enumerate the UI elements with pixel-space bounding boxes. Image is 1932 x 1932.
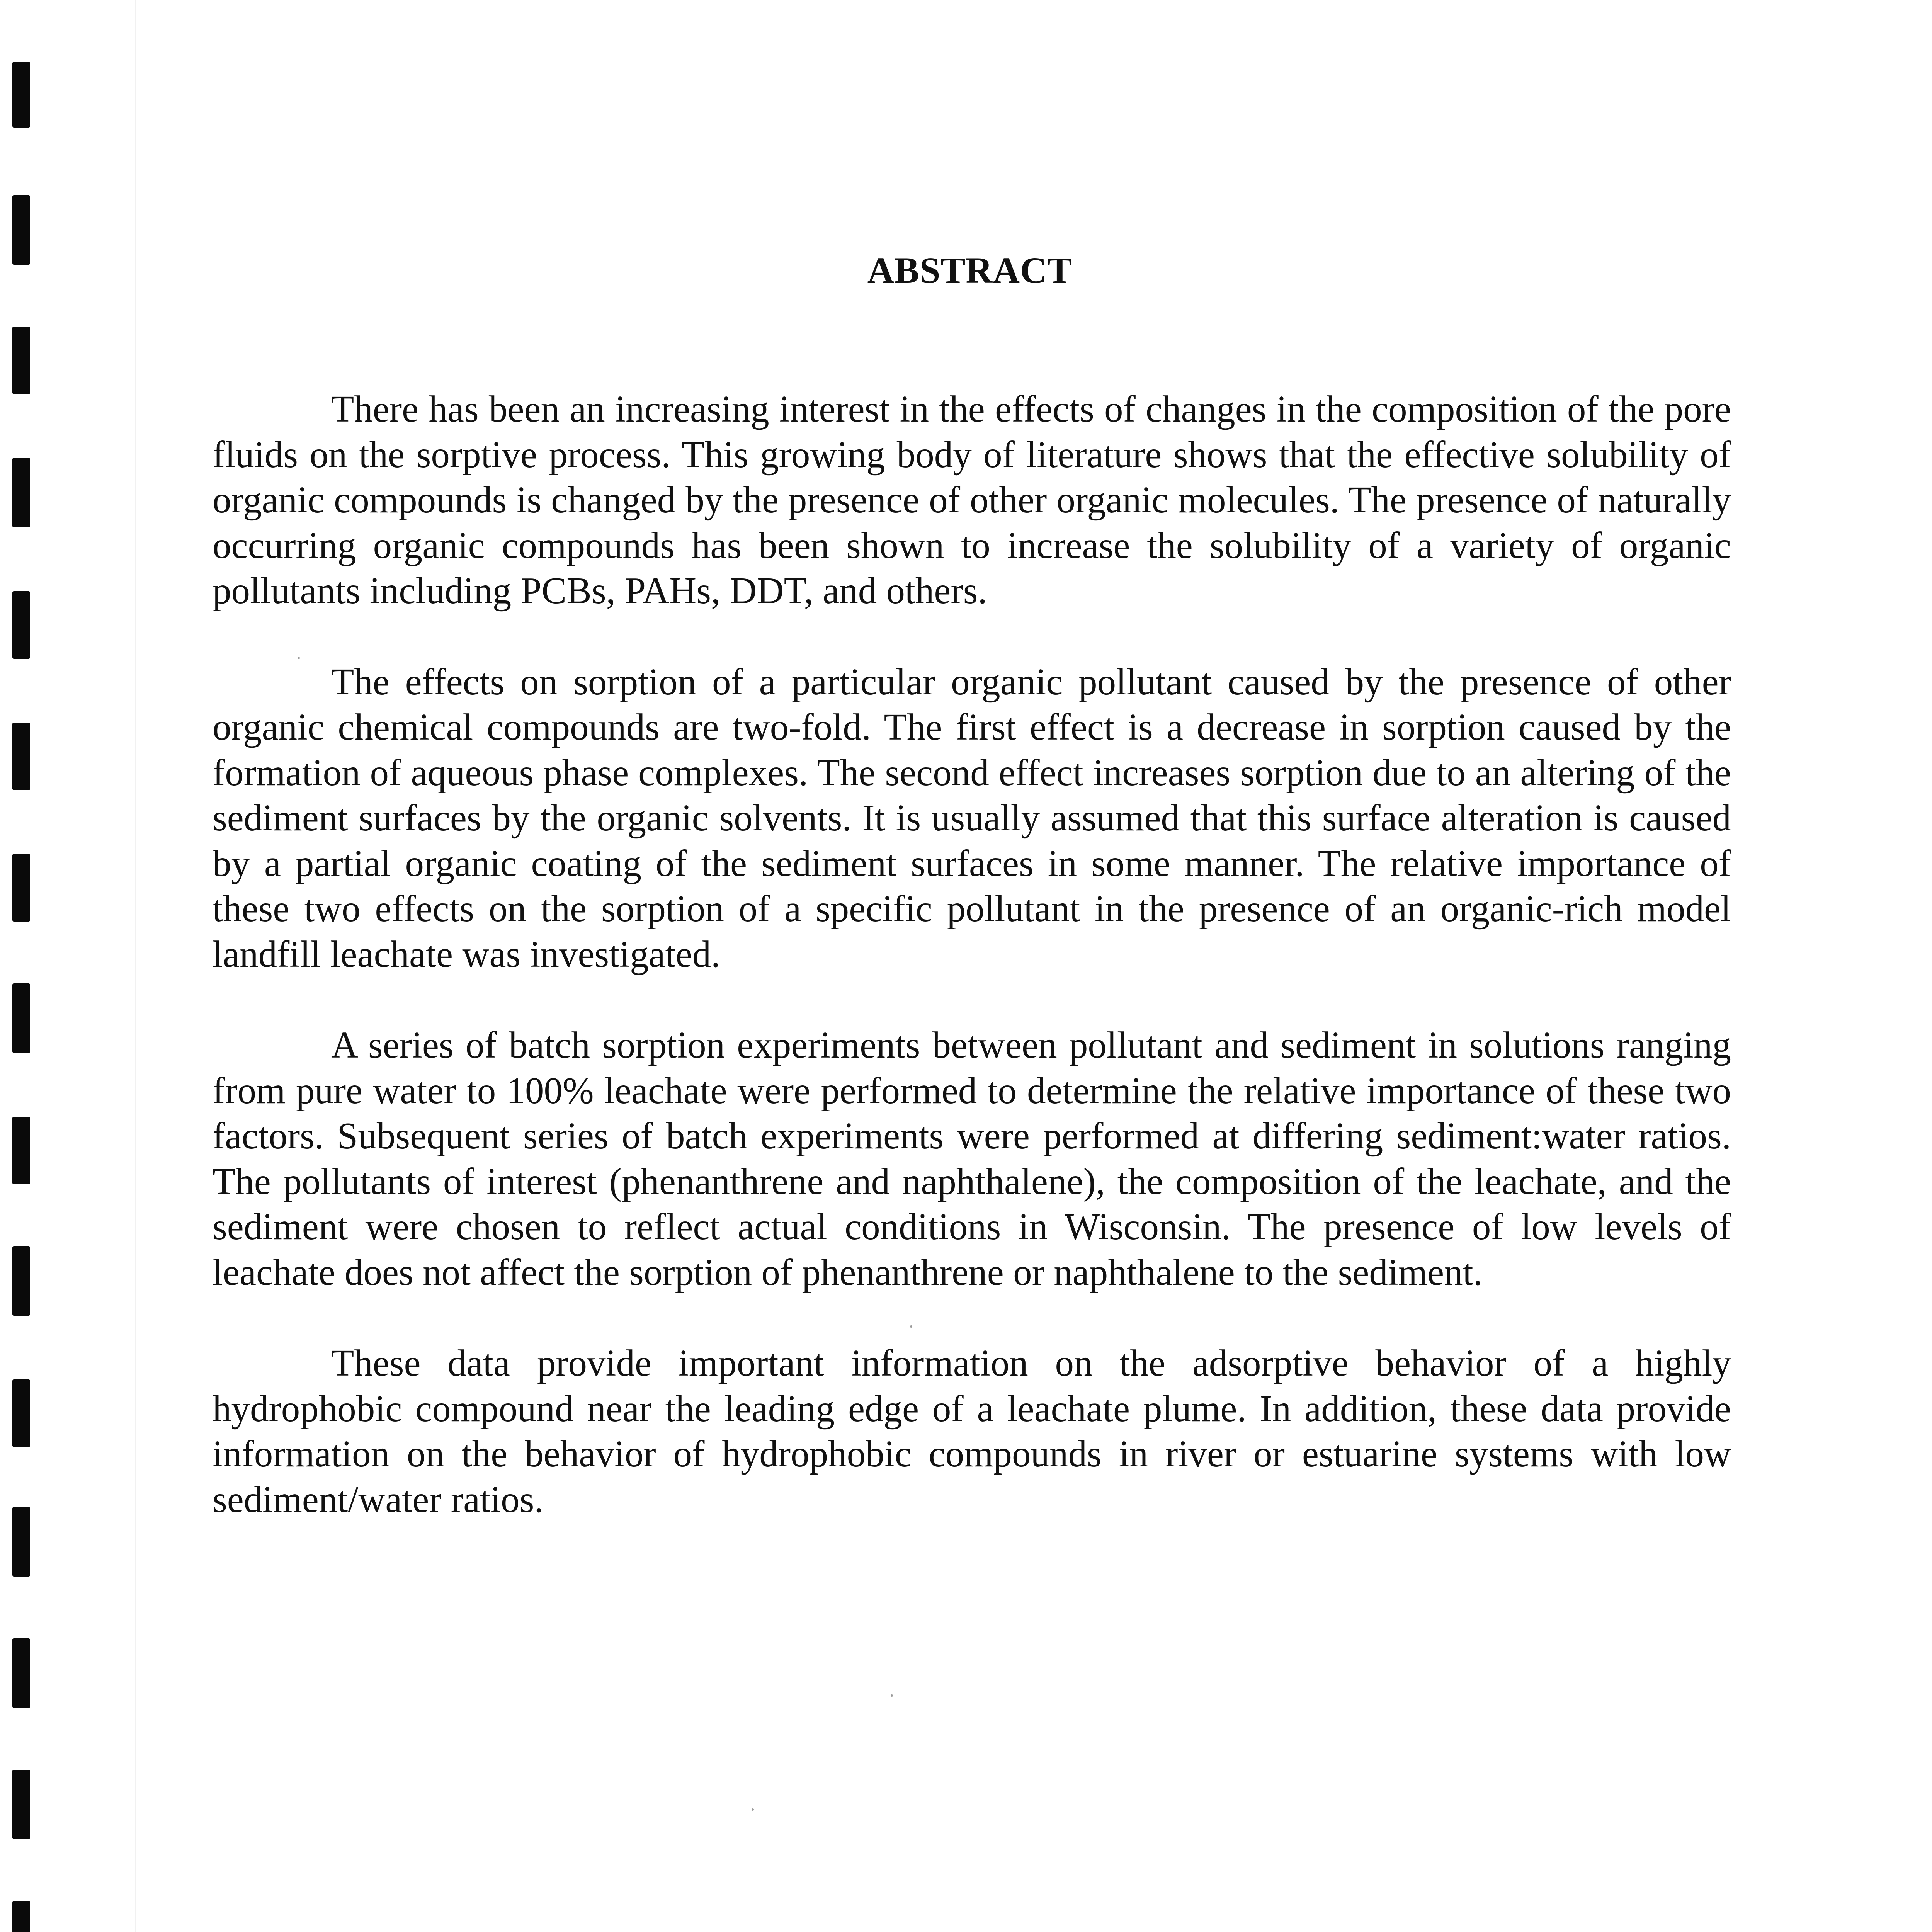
binding-hole (12, 1246, 30, 1316)
scan-speck (298, 657, 300, 659)
binding-hole (12, 1638, 30, 1708)
abstract-paragraph: These data provide important information on the adsorptive behavior of a highly hydrophobic compound near the leading edge of a leachate plume. In addition, these data provide information on the behavior of hydrophobic compounds in river or estuarine systems with low sediment/water ratios. (213, 1342, 1731, 1520)
abstract-paragraph: The effects on sorption of a particular organic pollutant caused by the presence of other organic chemical compounds are two-fold. The first effect is a decrease in sorption caused by the formation of aqueous phase complexes. The second effect increases sorption due to an altering of the sediment surfaces by the organic solvents. It is usually assumed that this surface alteration is caused by a partial organic coating of the sediment surfaces in some manner. The relative importance of these two effects on the sorption of a specific pollutant in the presence of an organic-rich model landfill leachate was investigated. (213, 661, 1731, 975)
binding-hole (12, 1901, 30, 1932)
scan-speck (891, 1694, 893, 1697)
scan-speck (752, 1808, 754, 1811)
binding-hole (12, 327, 30, 394)
binding-hole (12, 1379, 30, 1447)
binding-hole (12, 458, 30, 527)
binding-hole (12, 854, 30, 922)
abstract-body (213, 386, 1731, 1568)
abstract-paragraph: A series of batch sorption experiments between pollutant and sediment in solutions ranging from pure water to 100% leachate were performed to determine the relative importance of these two factors. Subsequent series of batch experiments were performed at differing sediment:water ratios. The pollutants of interest (phenanthrene and naphthalene), the composition of the leachate, and the sediment were chosen to reflect actual conditions in Wisconsin. The presence of low levels of leachate does not affect the sorption of phenanthrene or naphthalene to the sediment. (213, 1024, 1731, 1293)
binding-hole (12, 1770, 30, 1839)
abstract-paragraph: There has been an increasing interest in the effects of changes in the composition of the pore fluids on the sorptive process. This growing body of literature shows that the effective solubility of organic compounds is changed by the presence of other organic molecules. The presence of naturally occurring organic compounds has been shown to increase the solubility of a variety of organic pollutants including PCBs, PAHs, DDT, and others. (213, 388, 1731, 611)
binding-hole (12, 62, 30, 128)
binding-hole (12, 723, 30, 790)
binding-hole (12, 1507, 30, 1577)
page-title: ABSTRACT (867, 250, 1073, 291)
binding-hole (12, 591, 30, 659)
scan-speck (910, 1325, 912, 1328)
binding-hole (12, 983, 30, 1053)
binding-hole (12, 1117, 30, 1184)
